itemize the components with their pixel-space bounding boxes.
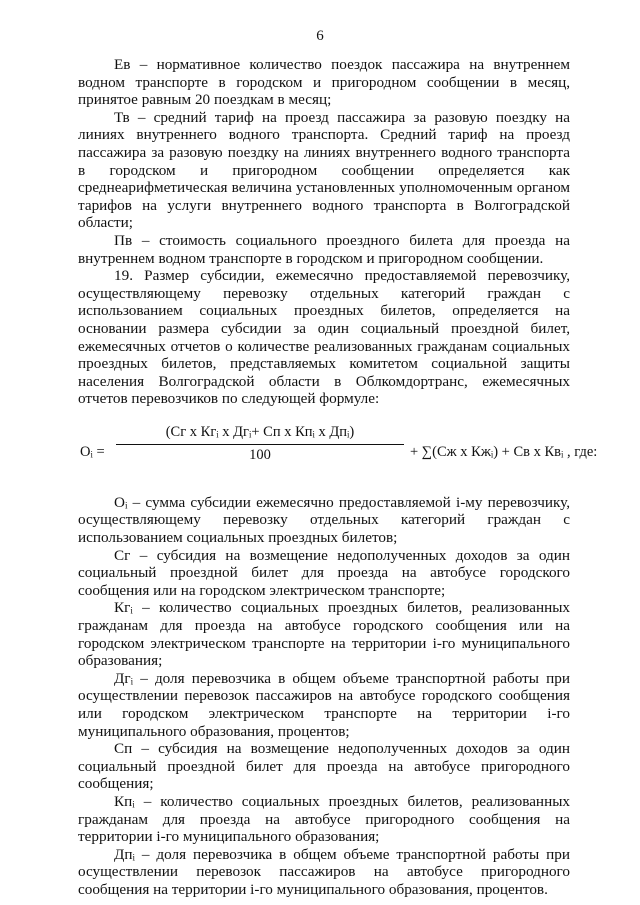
formula-lhs: Oᵢ =	[80, 443, 105, 460]
definition-sp: Сп – субсидия на возмещение недополученных доходов за один социальный проездной билет для проезда на автобусе пригородного сообщения;	[78, 740, 570, 793]
definition-kp: Кпᵢ – количество социальных проездных билетов, реализованных гражданам для проезда на автобусе пригородного сообщения на территории i-го муниципального образования;	[78, 792, 570, 846]
definition-sg: Сг – субсидия на возмещение недополученных доходов за один социальный проездной билет для проезда на автобусе городского сообщения или на городском электрическом транспорте;	[78, 546, 570, 599]
subsidy-formula	[78, 422, 598, 484]
definition-dp: Дпᵢ – доля перевозчика в общем объеме транспортной работы при осуществлении перевозок пассажиров на автобусе пригородного сообщения на территории i-го муниципального образования, процентов.	[78, 845, 570, 898]
definition-ev: Ев – нормативное количество поездок пассажира на внутреннем водном транспорте в городском и пригородном сообщении в месяц, принятое равным 20 поездкам в месяц;	[78, 56, 570, 109]
clause-19: 19. Размер субсидии, ежемесячно предоставляемой перевозчику, осуществляющему перевозку отдельных категорий граждан с использованием социальных проездных билетов, определяется на основании размера субсидии за один социальный проездной билет, ежемесячных отчетов о количестве реализованных гражданам социальных проездных билетов, представляемых комитетом социальной защиты населения Волгоградской области в Облкомдортранс, ежемесячных отчетов перевозчиков по следующей формуле:	[78, 267, 570, 408]
definition-pv: Пв – стоимость социального проездного билета для проезда на внутреннем водном транспорте в городском и пригородном сообщении.	[78, 231, 570, 267]
formula-numerator: (Сг х Кгᵢ х Дгᵢ+ Сп х Кпᵢ х Дпᵢ)	[116, 424, 404, 446]
definition-dg: Дгᵢ – доля перевозчика в общем объеме транспортной работы при осуществлении перевозок пассажиров на автобусе городского сообщения или городском электрическом транспорте на территории i-го муниципального образования, процентов;	[78, 669, 570, 740]
formula-fraction	[116, 424, 404, 465]
page-number: 6	[316, 28, 324, 44]
formula-rhs: + ∑(Сж х Кжᵢ) + Св х Квᵢ , где:	[410, 443, 598, 460]
definition-oi: Oᵢ – сумма субсидии ежемесячно предоставляемой i-му перевозчику, осуществляющему перевозку отдельных категорий граждан с использованием социальных проездных билетов;	[78, 493, 570, 547]
definition-kg: Кгᵢ – количество социальных проездных билетов, реализованных гражданам для проезда на автобусе городского сообщения или на городском электрическом транспорте на территории i-го муниципального образования;	[78, 599, 570, 670]
formula-denominator: 100	[249, 447, 271, 464]
document-body	[78, 56, 598, 899]
definition-tv: Тв – средний тариф на проезд пассажира за разовую поездку на линиях внутреннего водного транспорта. Средний тариф на проезд пассажира за разовую поездку на линиях внутреннего водного транспорта в городском и пригородном сообщении определяется как среднеарифметическая величина установленных уполномоченным органом тарифов на услуги внутреннего водного транспорта в Волгоградской области;	[78, 108, 570, 232]
